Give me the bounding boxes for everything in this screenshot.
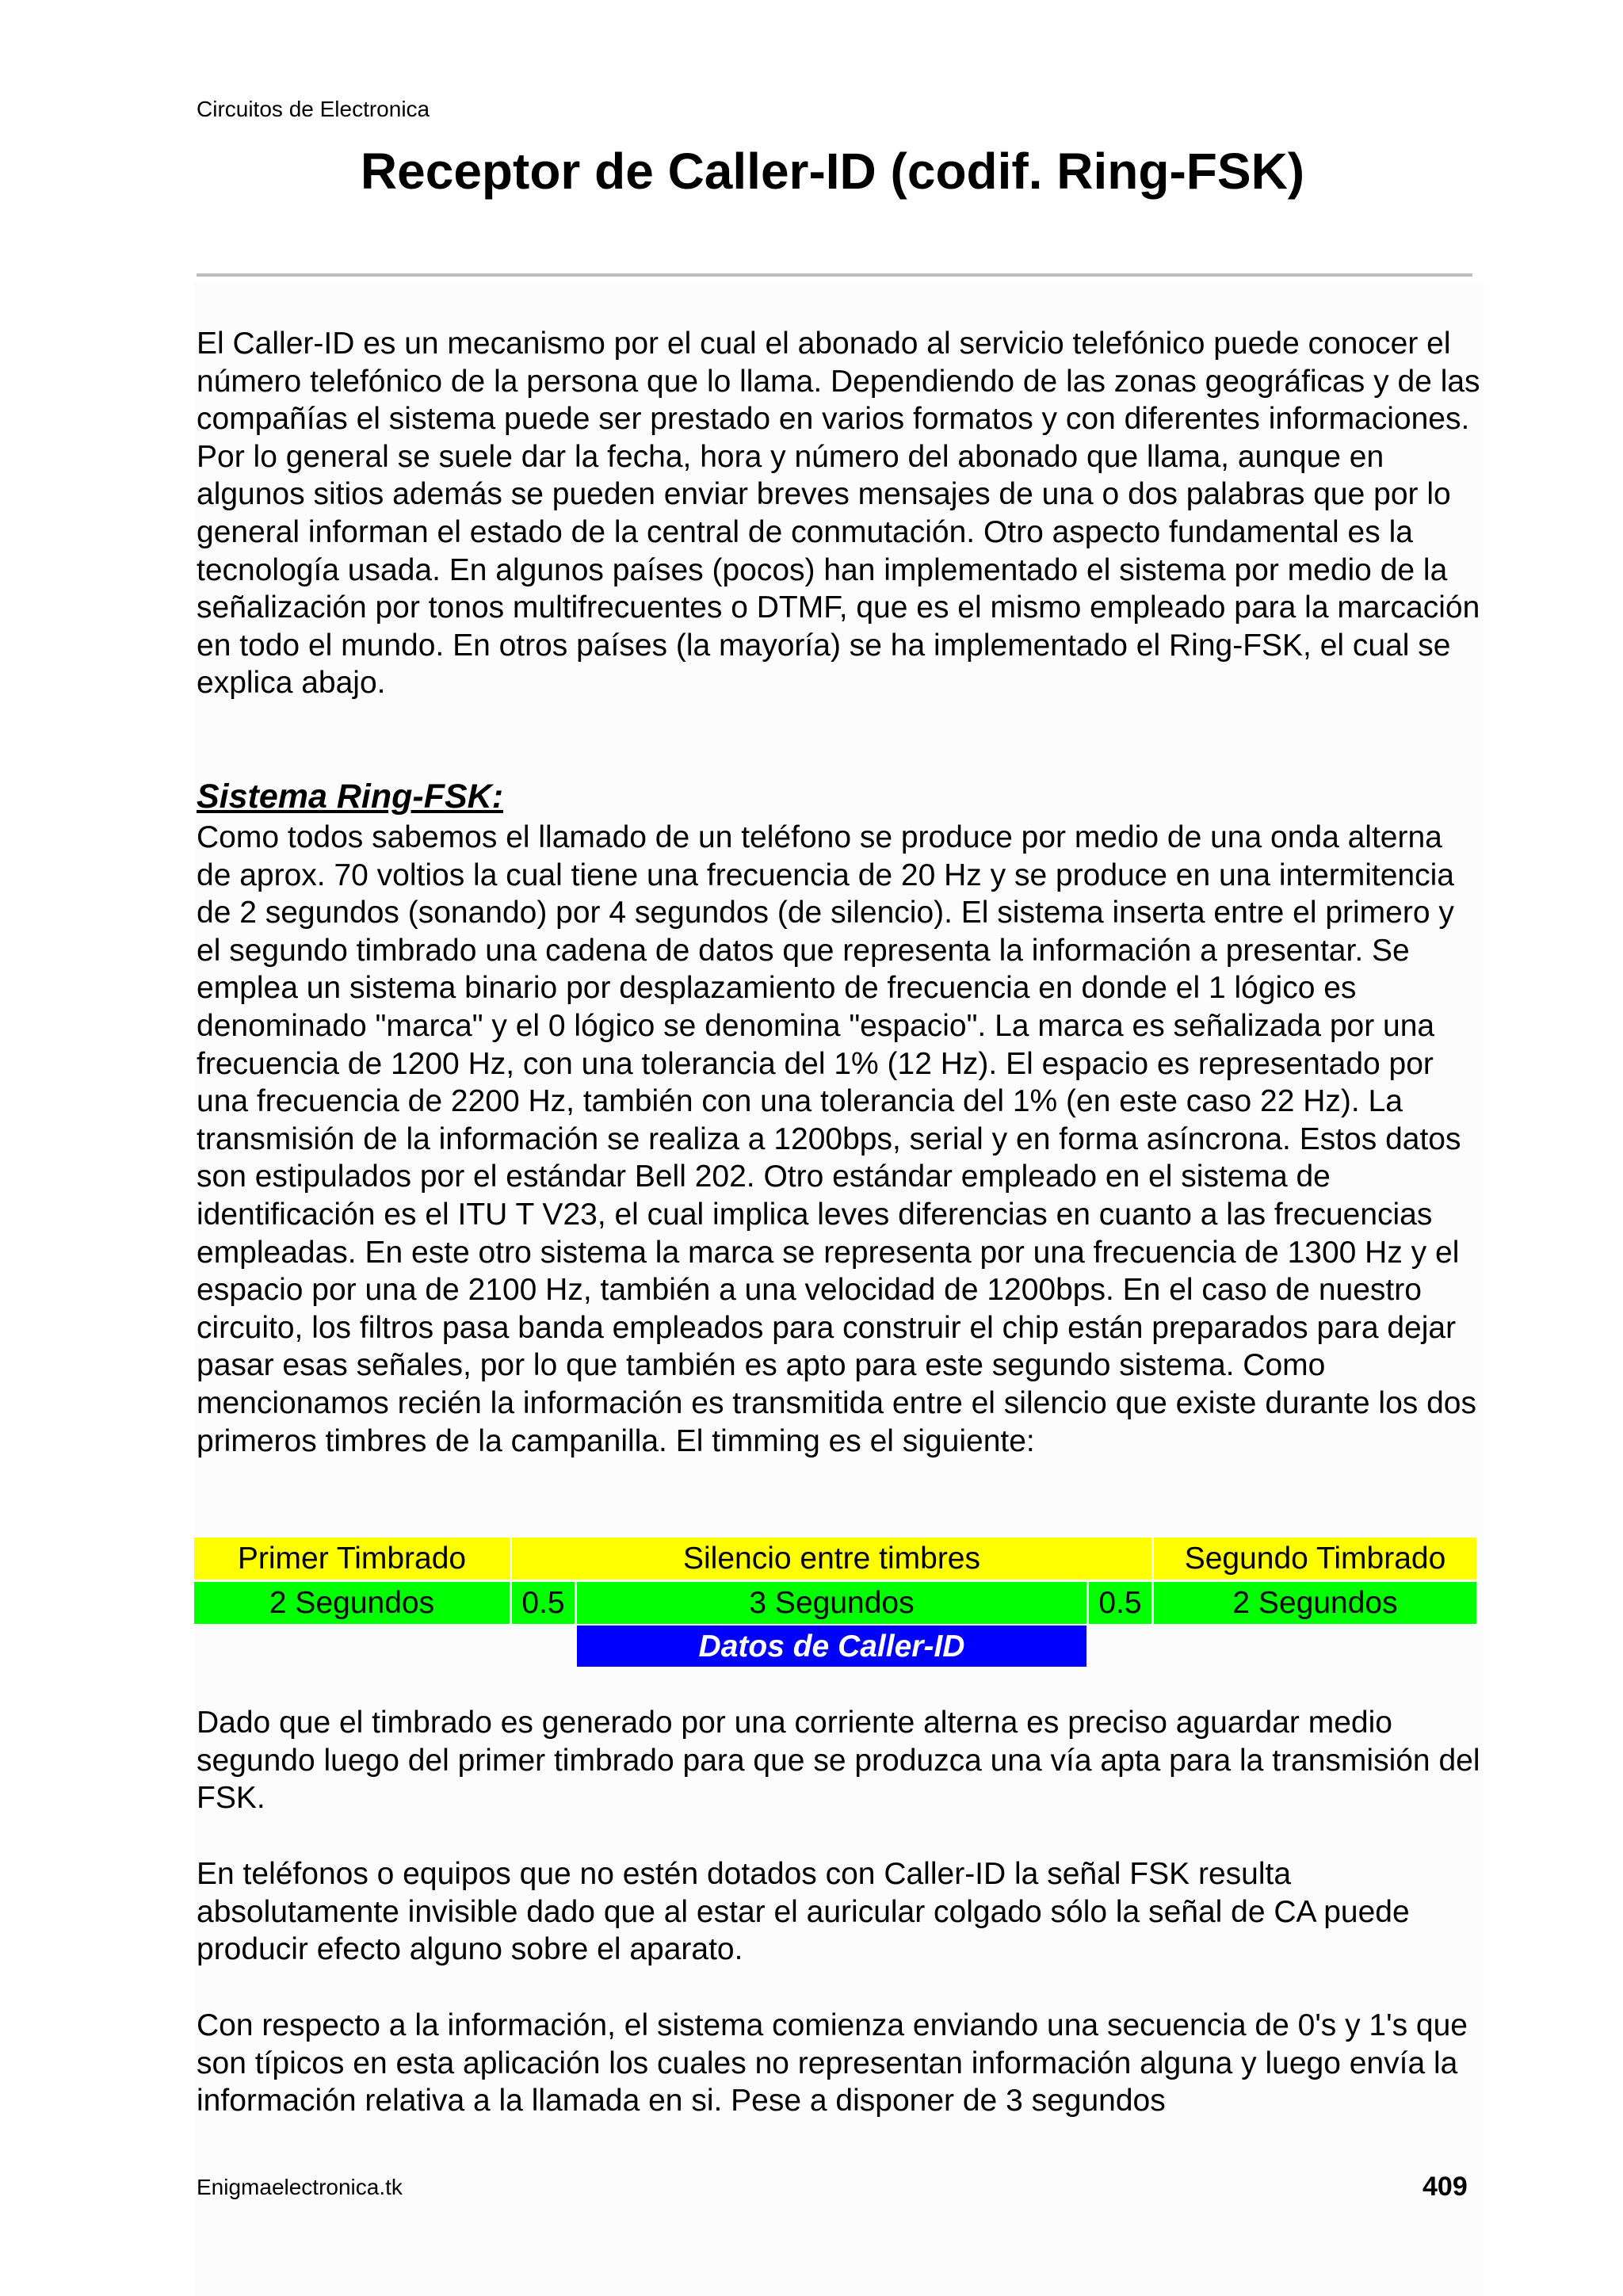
invisible-signal-paragraph: En teléfonos o equipos que no estén dotados con Caller-ID la señal FSK resulta absolutamente invisible dado que al estar el auricular colgado sólo la señal de CA puede producir efecto alguno sobre el aparato. bbox=[197, 1857, 1410, 1967]
page-title: Receptor de Caller-ID (codif. Ring-FSK) bbox=[360, 143, 1305, 200]
second-ring-header: Segundo Timbrado bbox=[1154, 1538, 1476, 1580]
footer-site: Enigmaelectronica.tk bbox=[197, 2175, 403, 2199]
timing-table bbox=[194, 1538, 1476, 1667]
silence-duration: 3 Segundos bbox=[577, 1582, 1086, 1624]
silence-header: Silencio entre timbres bbox=[512, 1538, 1151, 1580]
gap-right-duration: 0.5 bbox=[1089, 1582, 1151, 1624]
sequence-paragraph: Con respecto a la información, el sistema comienza enviando una secuencia de 0's y 1's que son típicos en esta aplicación los cuales no representan información alguna y luego envía la información relativa a la llamada en si. Pese a disponer de 3 segundos bbox=[197, 2008, 1468, 2118]
section-heading: Sistema Ring-FSK: bbox=[197, 777, 504, 816]
ring-fsk-paragraph: Como todos sabemos el llamado de un teléfono se produce por medio de una onda alterna de aprox. 70 voltios la cual tiene una frecuencia de 20 Hz y se produce en una intermitencia de 2 segundos (sonando) por 4 segundos (de silencio). El sistema inserta entre el primero y el segundo timbrado una cadena de datos que representa la información a presentar. Se emplea un sistema binario por desplazamiento de frecuencia en donde el 1 lógico es denominado "marca" y el 0 lógico se denomina "espacio". La marca es señalizada por una frecuencia de 1200 Hz, con una tolerancia del 1% (12 Hz). El espacio es representado por una frecuencia de 2200 Hz, también con una tolerancia del 1% (en este caso 22 Hz). La transmisión de la información se realiza a 1200bps, serial y en forma asíncrona. Estos datos son estipulados por el estándar Bell 202. Otro estándar empleado en el sistema de identificación es el ITU T V23, el cual implica leves diferencias en cuanto a las frecuencias empleadas. En este otro sistema la marca se representa por una frecuencia de 1300 Hz y el espacio por una de 2100 Hz, también a una velocidad de 1200bps. En el caso de nuestro circuito, los filtros pasa banda empleados para construir el chip están preparados para dejar pasar esas señales, por lo que también es apto para este segundo sistema. Como mencionamos recién la información es transmitida entre el silencio que existe durante los dos primeros timbres de la campanilla. El timming es el siguiente: bbox=[197, 820, 1476, 1458]
running-header: Circuitos de Electronica bbox=[197, 97, 430, 121]
page-number: 409 bbox=[1423, 2172, 1468, 2202]
half-second-paragraph: Dado que el timbrado es generado por una corriente alterna es preciso aguardar medio segundo luego del primer timbrado para que se produzca una vía apta para la transmisión del FSK. bbox=[197, 1706, 1480, 1816]
first-ring-header: Primer Timbrado bbox=[194, 1538, 510, 1580]
title-divider bbox=[197, 273, 1472, 277]
caller-id-data-block: Datos de Caller-ID bbox=[577, 1626, 1086, 1667]
first-ring-duration: 2 Segundos bbox=[194, 1582, 510, 1624]
intro-paragraph: El Caller-ID es un mecanismo por el cual el abonado al servicio telefónico puede conocer el número telefónico de la persona que lo llama. Dependiendo de las zonas geográficas y de las compañías el sistema puede ser prestado en varios formatos y con diferentes informaciones. Por lo general se suele dar la fecha, hora y número del abonado que llama, aunque en algunos sitios además se pueden enviar breves mensajes de una o dos palabras que por lo general informan el estado de la central de conmutación. Otro aspecto fundamental es la tecnología usada. En algunos países (pocos) han implementado el sistema por medio de la señalización por tonos multifrecuentes o DTMF, que es el mismo empleado para la marcación en todo el mundo. En otros países (la mayoría) se ha implementado el Ring-FSK, el cual se explica abajo. bbox=[197, 327, 1480, 701]
gap-left-duration: 0.5 bbox=[512, 1582, 575, 1624]
second-ring-duration: 2 Segundos bbox=[1154, 1582, 1476, 1624]
